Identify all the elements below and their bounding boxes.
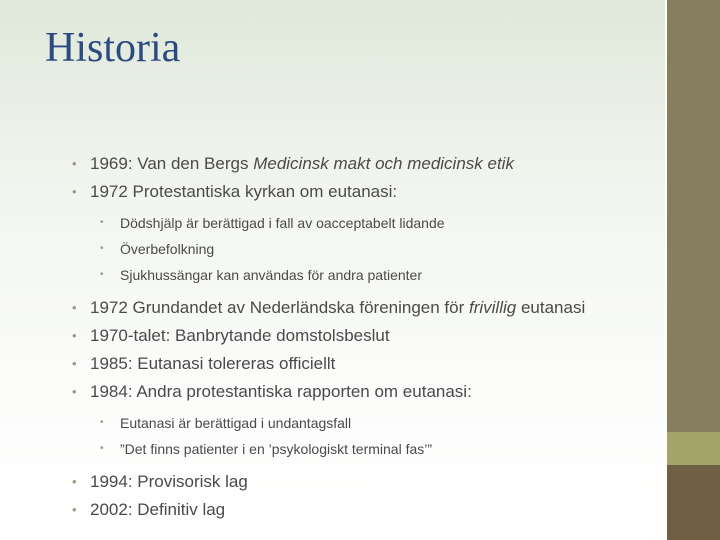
bullet-item bbox=[70, 350, 660, 378]
bullet-item bbox=[70, 178, 660, 206]
bullet-dot-icon: • bbox=[72, 384, 77, 399]
bullet-text: Sjukhussängar kan användas för andra patienter bbox=[120, 267, 422, 283]
bullet-text: Eutanasi är berättigad i undantagsfall bbox=[120, 415, 352, 431]
bullet-list bbox=[70, 150, 660, 524]
bullet-dot-icon: • bbox=[72, 328, 77, 343]
side-band-middle bbox=[667, 432, 720, 465]
bullet-text: 1984: Andra protestantiska rapporten om eutanasi: bbox=[90, 382, 472, 401]
bullet-item bbox=[70, 150, 660, 178]
side-band-top bbox=[667, 0, 720, 432]
bullet-text: 2002: Definitiv lag bbox=[90, 500, 226, 519]
bullet-text: 1994: Provisorisk lag bbox=[90, 472, 248, 491]
bullet-text: Överbefolkning bbox=[120, 241, 215, 257]
bullet-dot-icon: • bbox=[72, 156, 77, 171]
side-band-bottom bbox=[667, 465, 720, 540]
slide-title: Historia bbox=[45, 25, 181, 71]
sub-bullet-item bbox=[70, 210, 660, 236]
bullet-item bbox=[70, 378, 660, 406]
sub-bullet-item bbox=[70, 262, 660, 288]
bullet-text: 1972 Grundandet av Nederländska föreningen för bbox=[90, 298, 469, 317]
bullet-dot-icon: • bbox=[100, 417, 104, 428]
decorative-side-band bbox=[667, 0, 720, 540]
bullet-dot-icon: • bbox=[72, 184, 77, 199]
bullet-text-italic: frivillig bbox=[468, 298, 517, 317]
bullet-item bbox=[70, 496, 660, 524]
bullet-dot-icon: • bbox=[72, 474, 77, 489]
bullet-text-italic: Medicinsk makt och medicinsk etik bbox=[253, 154, 514, 173]
bullet-dot-icon: • bbox=[100, 243, 104, 254]
bullet-dot-icon: • bbox=[72, 300, 77, 315]
sub-bullet-item bbox=[70, 410, 660, 436]
bullet-text: 1969: Van den Bergs bbox=[90, 154, 254, 173]
sub-bullet-item bbox=[70, 436, 660, 462]
bullet-item bbox=[70, 322, 660, 350]
sub-bullet-item bbox=[70, 236, 660, 262]
bullet-dot-icon: • bbox=[72, 356, 77, 371]
bullet-text: eutanasi bbox=[516, 298, 586, 317]
bullet-dot-icon: • bbox=[72, 502, 77, 517]
bullet-text: 1970-talet: Banbrytande domstolsbeslut bbox=[90, 326, 390, 345]
bullet-text: ”Det finns patienter i en ’psykologiskt terminal fas’” bbox=[120, 441, 433, 457]
bullet-text: Dödshjälp är berättigad i fall av oacceptabelt lidande bbox=[120, 215, 445, 231]
bullet-text: 1985: Eutanasi tolereras officiellt bbox=[90, 354, 336, 373]
bullet-dot-icon: • bbox=[100, 217, 104, 228]
bullet-item bbox=[70, 468, 660, 496]
bullet-dot-icon: • bbox=[100, 443, 104, 454]
bullet-dot-icon: • bbox=[100, 269, 104, 280]
bullet-item bbox=[70, 294, 660, 322]
bullet-text: 1972 Protestantiska kyrkan om eutanasi: bbox=[90, 182, 398, 201]
